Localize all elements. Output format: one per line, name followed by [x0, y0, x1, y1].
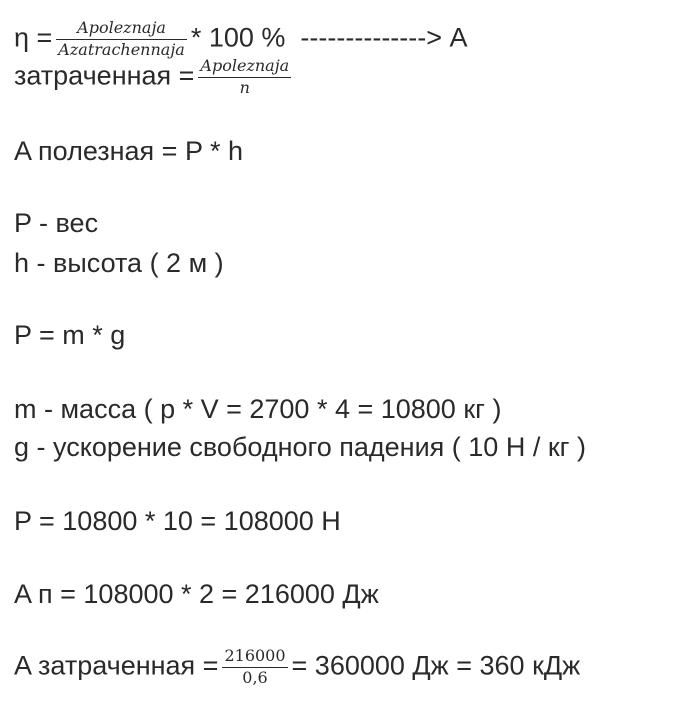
weight-definition: P - вес: [14, 208, 99, 238]
spent-work-calculation: [14, 648, 580, 687]
fraction-numerator: 216000: [224, 646, 286, 665]
fraction-denominator: 0,6: [222, 667, 287, 687]
useful-work-calculation: A п = 108000 * 2 = 216000 Дж: [14, 579, 379, 609]
fraction-denominator: n: [198, 77, 291, 97]
fraction-denominator: Azatrachennaja: [58, 39, 185, 59]
final-prefix: A затраченная =: [14, 650, 219, 681]
final-suffix: = 360000 Дж = 360 кДж: [291, 650, 581, 681]
useful-work-formula: A полезная = P * h: [14, 136, 243, 166]
height-definition: h - высота ( 2 м ): [14, 248, 224, 278]
efficiency-fraction: [56, 20, 187, 59]
efficiency-suffix: * 100 % --------------> A: [190, 22, 468, 53]
efficiency-prefix: η =: [14, 22, 53, 53]
gravity-definition: g - ускорение свободного падения ( 10 Н / кг ): [14, 432, 586, 462]
mass-definition: m - масса ( p * V = 2700 * 4 = 10800 кг ): [14, 394, 502, 424]
fraction-numerator: Apoleznaja: [77, 18, 166, 37]
final-fraction: [222, 648, 287, 687]
spent-work-prefix: затраченная =: [14, 60, 195, 91]
weight-calculation: P = 10800 * 10 = 108000 Н: [14, 506, 341, 536]
spent-work-formula: [14, 58, 295, 97]
weight-formula: P = m * g: [14, 320, 126, 350]
efficiency-formula: [14, 20, 468, 59]
spent-work-fraction: [198, 58, 291, 97]
fraction-numerator: Apoleznaja: [200, 56, 290, 75]
